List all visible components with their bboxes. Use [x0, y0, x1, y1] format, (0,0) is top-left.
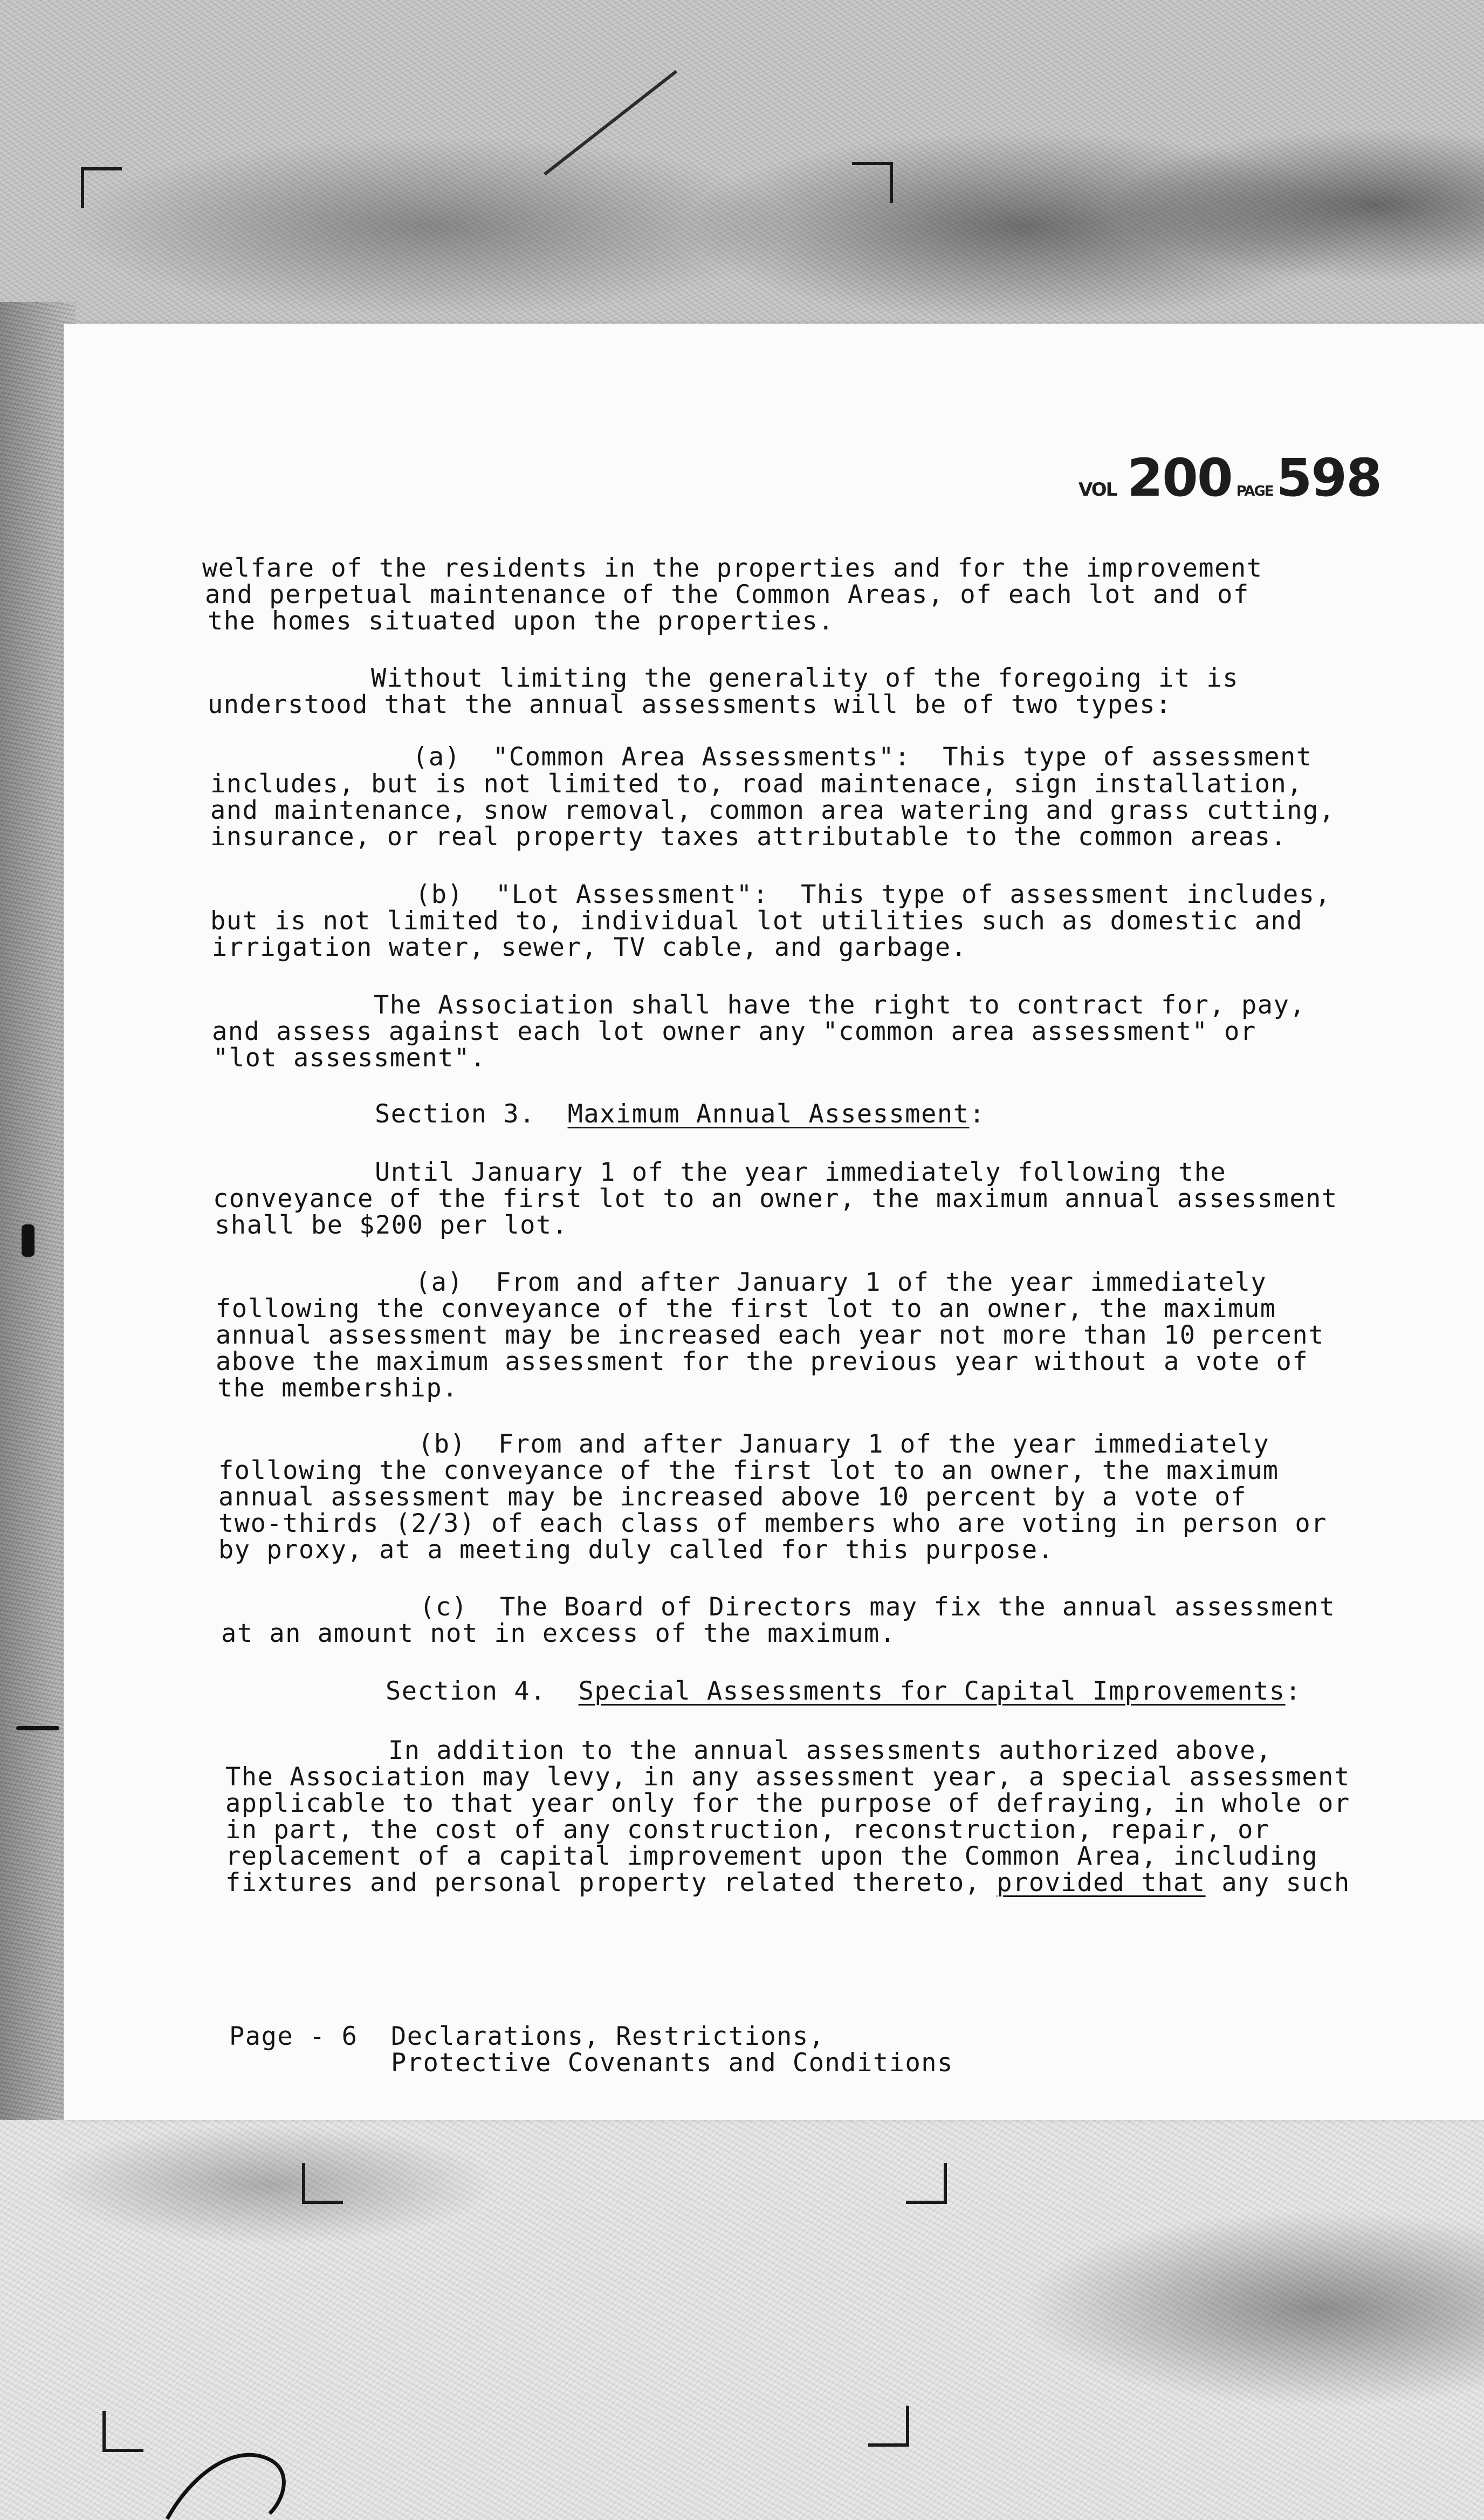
- text-line: (a) From and after January 1 of the year immediately: [415, 1268, 1267, 1297]
- text-line: "lot assessment".: [213, 1043, 486, 1073]
- vol-label: VOL: [1078, 479, 1117, 501]
- text-line: insurance, or real property taxes attributable to the common areas.: [210, 822, 1287, 852]
- text-line: applicable to that year only for the purpose of defraying, in whole or: [225, 1789, 1350, 1818]
- section-4-heading: [386, 1677, 1301, 1706]
- stray-ink-curve: [162, 2438, 302, 2520]
- text-line: Until January 1 of the year immediately following the: [375, 1158, 1227, 1187]
- crop-mark-lower-left: [102, 2411, 143, 2452]
- scan-noise-top: [0, 0, 1484, 324]
- text-line: (c) The Board of Directors may fix the annual assessment: [420, 1592, 1336, 1622]
- text-line: The Association may levy, in any assessment year, a special assessment: [225, 1762, 1350, 1792]
- footer-page-number: Page - 6: [229, 2022, 358, 2051]
- text-line: understood that the annual assessments will be of two types:: [208, 690, 1172, 720]
- text-line: and assess against each lot owner any "common area assessment" or: [212, 1017, 1256, 1046]
- crop-mark-bottom-right: [906, 2163, 947, 2204]
- text-line: the homes situated upon the properties.: [208, 606, 835, 636]
- crop-mark-bottom-left: [302, 2163, 343, 2204]
- section-suffix: :: [1285, 1676, 1302, 1706]
- text-line: includes, but is not limited to, road maintenace, sign installation,: [210, 769, 1303, 799]
- text-line: at an amount not in excess of the maximum.: [221, 1619, 896, 1648]
- text-line: by proxy, at a meeting duly called for this purpose.: [218, 1535, 1054, 1565]
- text-fragment: any such: [1205, 1868, 1350, 1898]
- text-line: replacement of a capital improvement upon the Common Area, including: [225, 1841, 1318, 1871]
- vol-number: 200: [1127, 448, 1232, 508]
- section-label: Section 3.: [375, 1099, 535, 1129]
- text-line: annual assessment may be increased each year not more than 10 percent: [216, 1320, 1324, 1350]
- text-line: (a) "Common Area Assessments": This type of assessment: [413, 742, 1313, 772]
- footer-title-line-2: Protective Covenants and Conditions: [391, 2048, 953, 2078]
- text-line: the membership.: [217, 1373, 458, 1403]
- underlined-phrase: provided that: [997, 1868, 1206, 1898]
- section-title: Maximum Annual Assessment: [567, 1099, 970, 1129]
- text-line: conveyance of the first lot to an owner, the maximum annual assessment: [213, 1184, 1338, 1214]
- text-line: following the conveyance of the first lot to an owner, the maximum: [216, 1294, 1276, 1324]
- section-title: Special Assessments for Capital Improvements: [578, 1676, 1286, 1706]
- text-line: annual assessment may be increased above 10 percent by a vote of: [218, 1482, 1247, 1512]
- section-3-heading: [375, 1100, 985, 1128]
- section-suffix: :: [969, 1099, 986, 1129]
- margin-ink-mark: [22, 1224, 35, 1257]
- text-line: following the conveyance of the first lot to an owner, the maximum: [218, 1456, 1279, 1485]
- page-number: 598: [1276, 448, 1381, 508]
- text-line: [225, 1869, 1350, 1897]
- text-line: (b) From and after January 1 of the year immediately: [418, 1429, 1270, 1459]
- footer-title-line-1: Declarations, Restrictions,: [391, 2022, 825, 2051]
- text-line: two-thirds (2/3) of each class of members who are voting in person or: [218, 1509, 1327, 1538]
- page-label: PAGE: [1236, 483, 1273, 499]
- text-line: but is not limited to, individual lot utilities such as domestic and: [210, 906, 1303, 936]
- text-line: irrigation water, sewer, TV cable, and garbage.: [212, 933, 967, 962]
- text-line: The Association shall have the right to contract for, pay,: [374, 990, 1306, 1020]
- text-line: and maintenance, snow removal, common area watering and grass cutting,: [210, 796, 1335, 825]
- text-line: Without limiting the generality of the foregoing it is: [371, 663, 1239, 693]
- text-line: above the maximum assessment for the previous year without a vote of: [216, 1347, 1309, 1377]
- text-line: shall be $200 per lot.: [215, 1210, 568, 1240]
- margin-ink-mark: [16, 1726, 59, 1730]
- crop-mark-lower-right: [868, 2406, 909, 2447]
- text-line: In addition to the annual assessments authorized above,: [388, 1736, 1272, 1765]
- section-label: Section 4.: [386, 1676, 546, 1706]
- crop-mark-top-right: [852, 162, 893, 203]
- text-line: (b) "Lot Assessment": This type of assessment includes,: [415, 880, 1331, 909]
- text-line: and perpetual maintenance of the Common Areas, of each lot and of: [205, 580, 1249, 610]
- text-line: in part, the cost of any construction, reconstruction, repair, or: [225, 1815, 1270, 1845]
- text-fragment: fixtures and personal property related thereto,: [225, 1868, 997, 1898]
- crop-mark-top-left: [81, 167, 122, 208]
- text-line: welfare of the residents in the properties and for the improvement: [202, 553, 1263, 583]
- volume-page-stamp: [1078, 448, 1381, 508]
